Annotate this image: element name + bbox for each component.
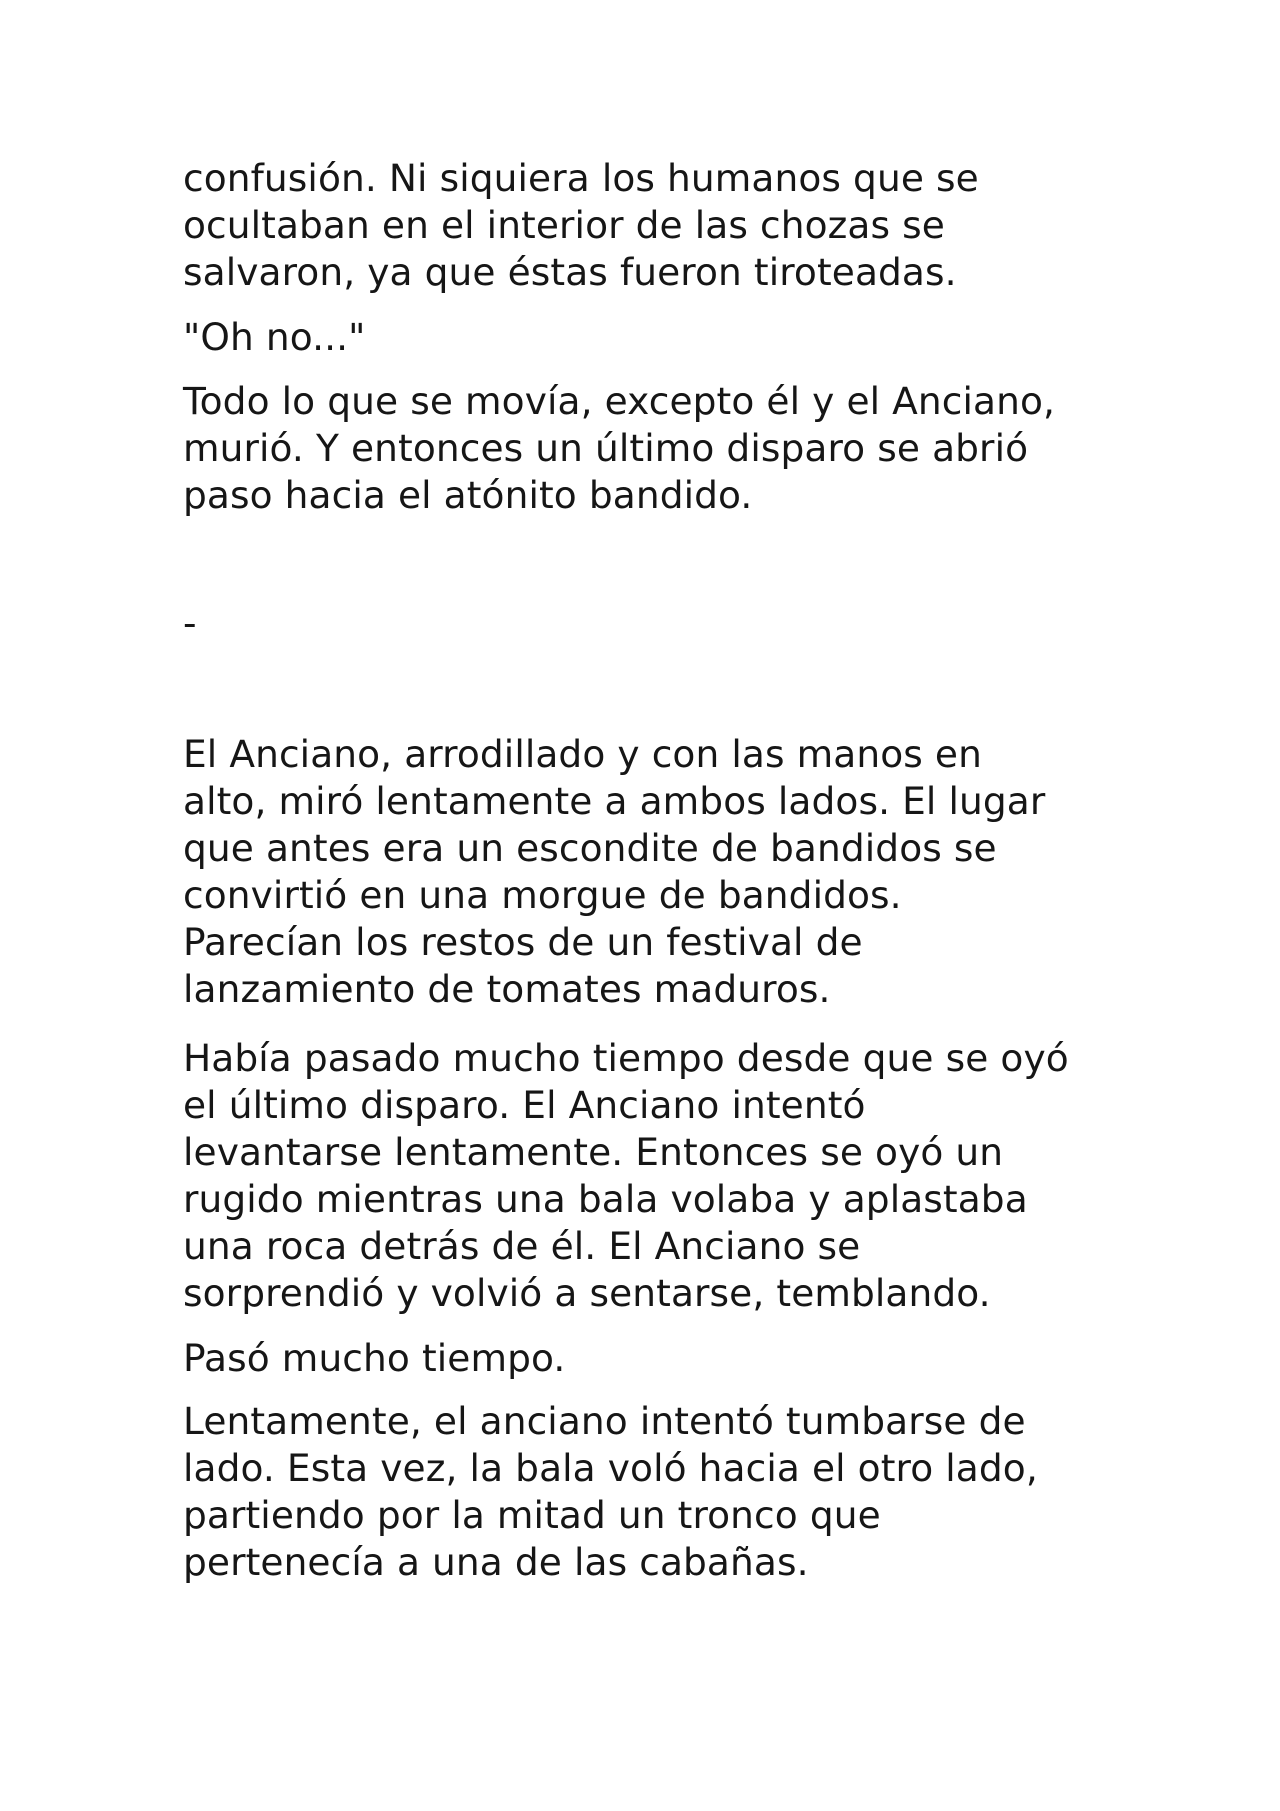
text-line: murió. Y entonces un último disparo se abrió [183, 426, 1029, 470]
text-line: el último disparo. El Anciano intentó [183, 1083, 866, 1127]
text-line: sorprendió y volvió a sentarse, temblando. [183, 1271, 991, 1315]
text-line: Lentamente, el anciano intentó tumbarse de [183, 1399, 1026, 1443]
paragraph-lentamente [183, 1398, 1113, 1586]
paragraph-habia-pasado [183, 1035, 1113, 1317]
text-line: rugido mientras una bala volaba y aplastaba [183, 1177, 1028, 1221]
text-line: - [183, 601, 197, 645]
text-line: salvaron, ya que éstas fueron tiroteadas. [183, 250, 957, 294]
text-line: lanzamiento de tomates maduros. [183, 967, 831, 1011]
paragraph-paso-mucho [183, 1335, 1113, 1382]
text-line: una roca detrás de él. El Anciano se [183, 1224, 861, 1268]
paragraph-el-anciano [183, 731, 1113, 1013]
text-line: confusión. Ni siquiera los humanos que se [183, 156, 979, 200]
text-line: lado. Esta vez, la bala voló hacia el otro lado, [183, 1446, 1038, 1490]
text-line: ocultaban en el interior de las chozas se [183, 203, 945, 247]
text-line: que antes era un escondite de bandidos se [183, 826, 997, 870]
text-line: Parecían los restos de un festival de [183, 920, 863, 964]
text-line: El Anciano, arrodillado y con las manos en [183, 732, 982, 776]
text-line: paso hacia el atónito bandido. [183, 473, 753, 517]
text-line: pertenecía a una de las cabañas. [183, 1540, 809, 1584]
paragraph-confusion [183, 155, 1113, 296]
text-line: Todo lo que se movía, excepto él y el Anciano, [183, 379, 1056, 423]
text-line: alto, miró lentamente a ambos lados. El lugar [183, 779, 1046, 823]
scene-break [183, 600, 1113, 647]
text-line: Había pasado mucho tiempo desde que se oyó [183, 1036, 1069, 1080]
paragraph-todo-lo-que [183, 378, 1113, 519]
text-line: levantarse lentamente. Entonces se oyó un [183, 1130, 1004, 1174]
text-line: "Oh no..." [183, 315, 366, 359]
paragraph-dialogue [183, 314, 1113, 361]
text-line: partiendo por la mitad un tronco que [183, 1493, 881, 1537]
text-line: convirtió en una morgue de bandidos. [183, 873, 902, 917]
text-line: Pasó mucho tiempo. [183, 1336, 566, 1380]
